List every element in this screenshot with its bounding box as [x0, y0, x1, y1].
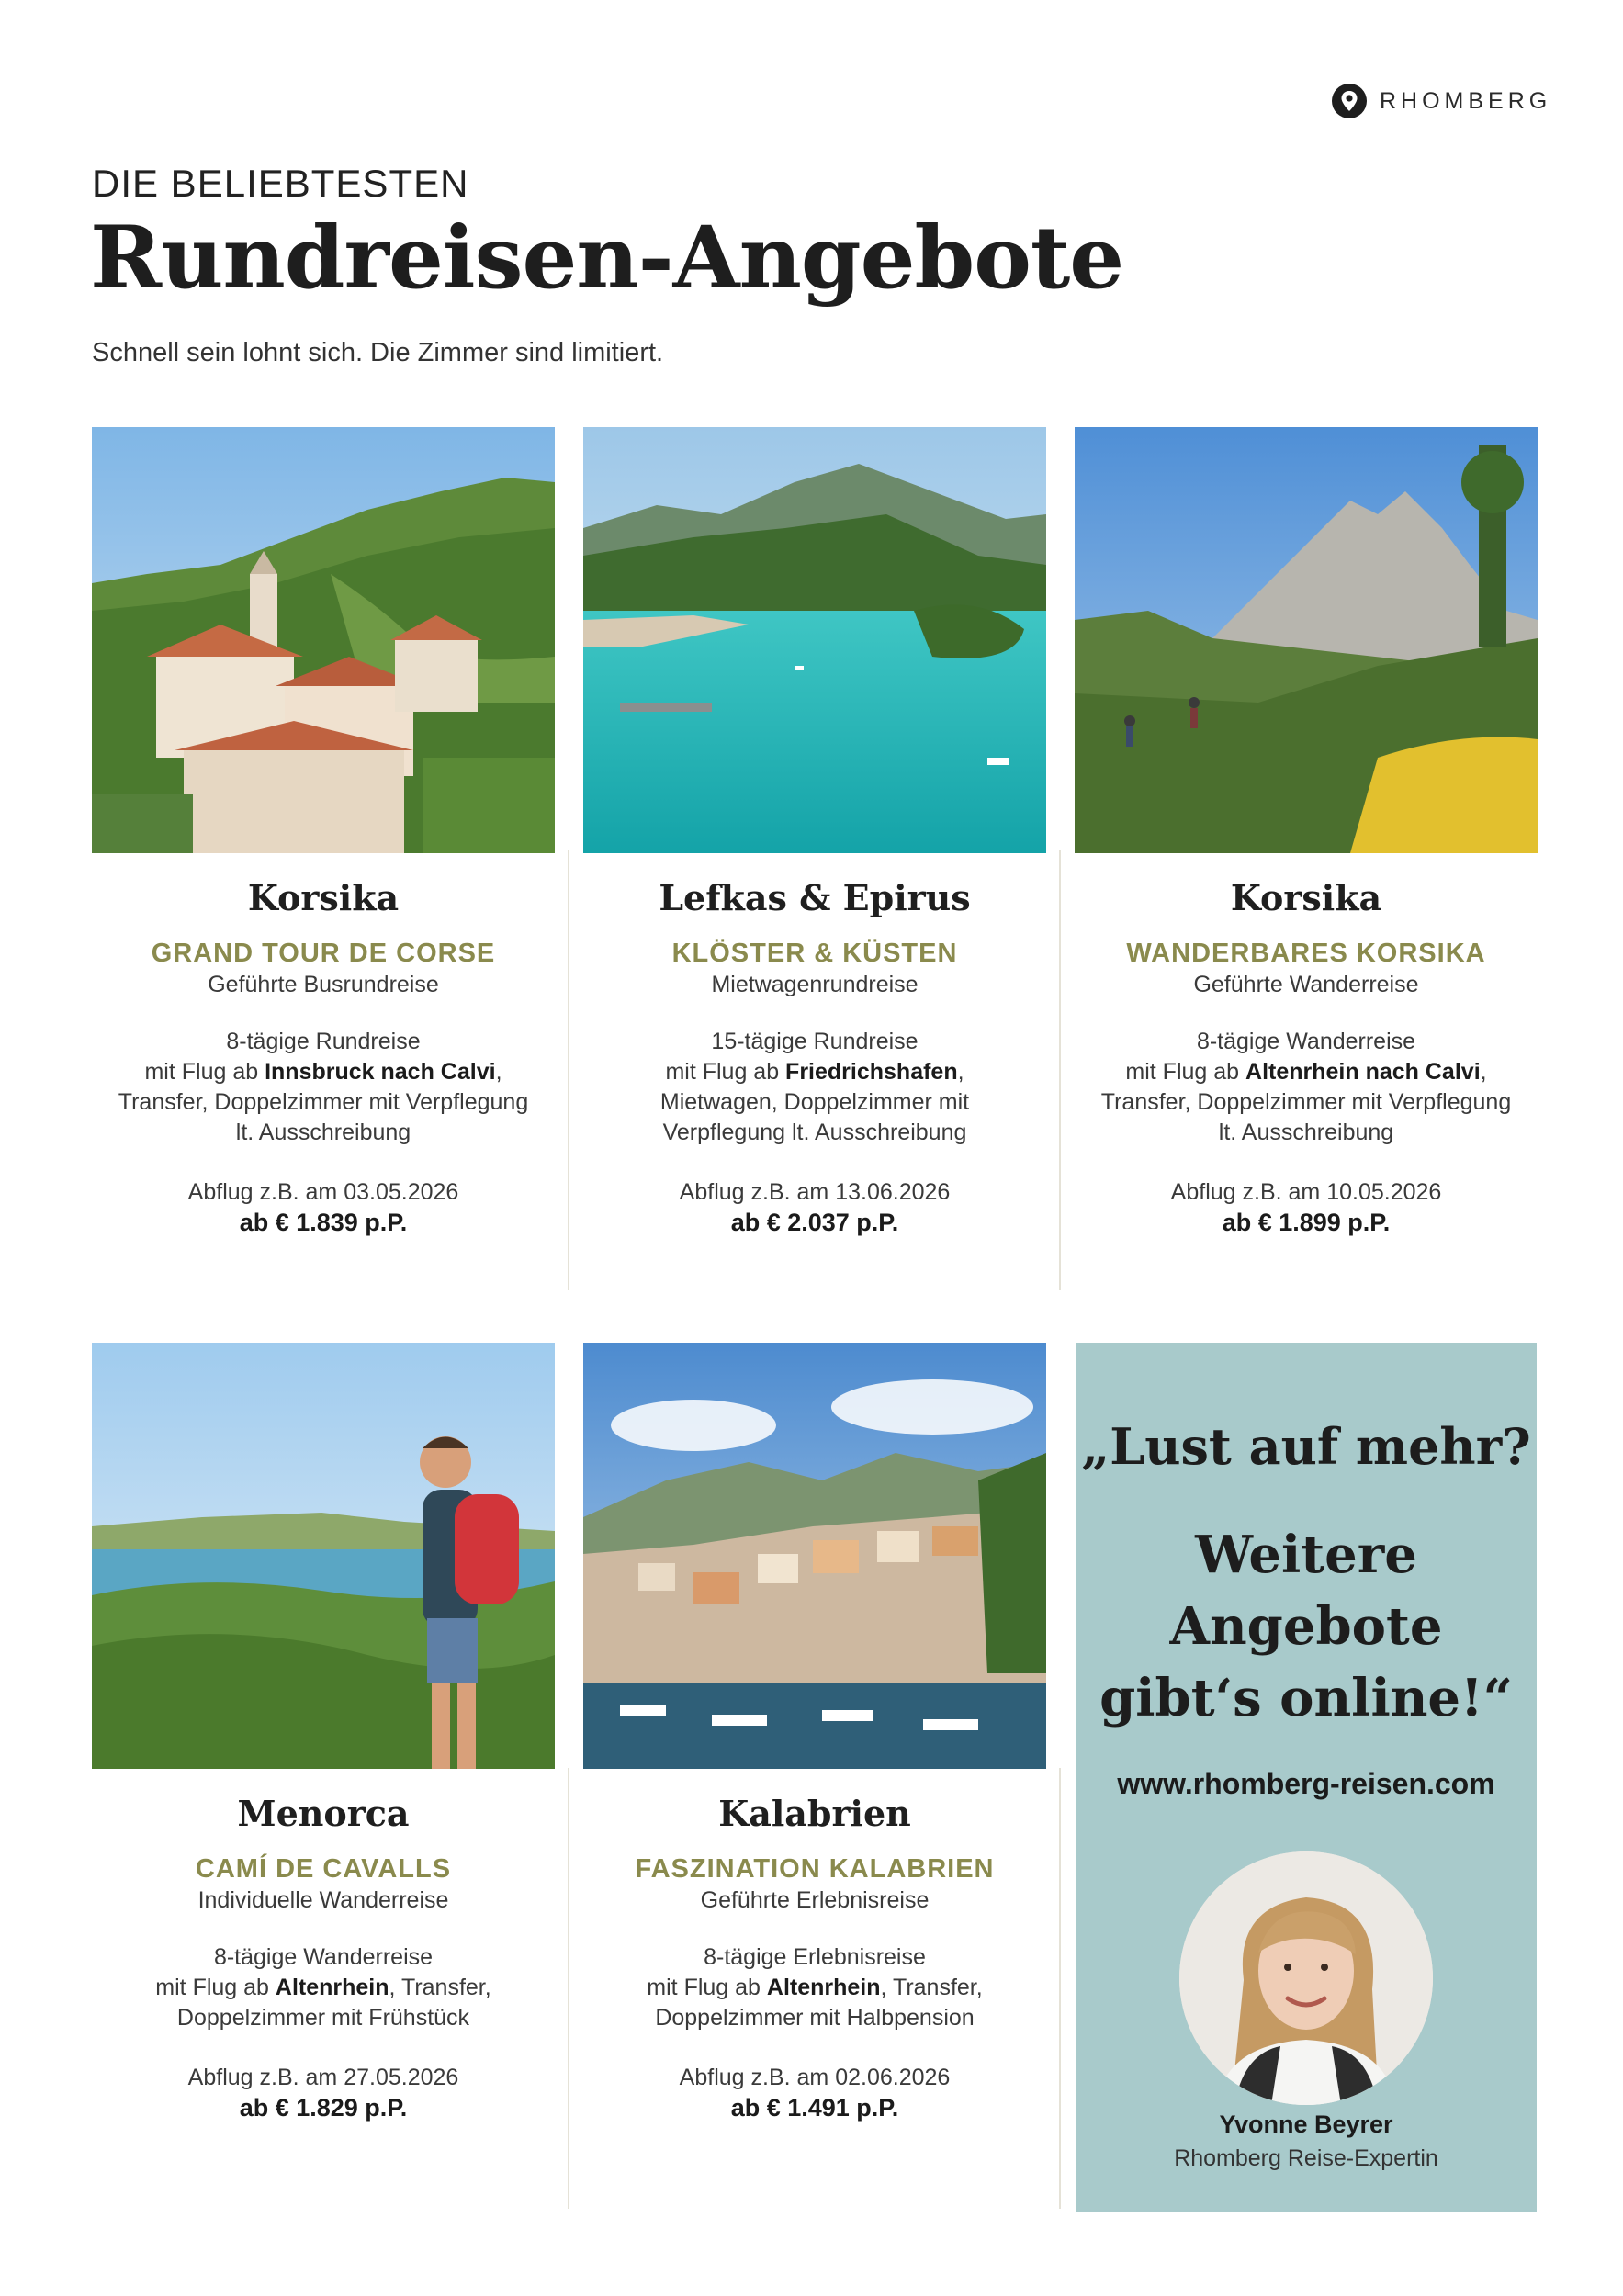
offer-tour-type: Individuelle Wanderreise — [197, 1887, 449, 1913]
offer-price: ab € 1.829 p.P. — [239, 2094, 408, 2122]
offer-photo-korsika-village — [92, 427, 555, 853]
offer-price: ab € 1.839 p.P. — [239, 1209, 408, 1236]
offer-detail-line: mit Flug ab Altenrhein, Transfer, — [155, 1975, 491, 2000]
offer-tour-name: GRAND TOUR DE CORSE — [151, 939, 496, 968]
offer-detail-line: mit Flug ab Friedrichshafen, — [665, 1059, 964, 1085]
offer-departure: Abflug z.B. am 27.05.2026 — [187, 2065, 459, 2090]
offer-detail-line: Transfer, Doppelzimmer mit Verpflegung — [1100, 1089, 1512, 1115]
avatar — [1179, 1851, 1433, 2105]
offer-detail-line: lt. Ausschreibung — [235, 1120, 411, 1145]
promo-more-offers — [1076, 1519, 1537, 1734]
offer-photo-korsika-hikers — [1075, 427, 1538, 853]
offer-detail-line: Doppelzimmer mit Halbpension — [655, 2005, 975, 2031]
promo-line: Angebote — [1169, 1596, 1443, 1657]
offer-details — [583, 1027, 1046, 1148]
offer-detail-line: 8-tägige Wanderreise — [1196, 1029, 1416, 1054]
promo-quote: „Lust auf mehr? — [1081, 1417, 1531, 1476]
offer-card — [583, 1788, 1046, 2123]
contact-role: Rhomberg Reise-Expertin — [1174, 2145, 1438, 2171]
column-divider — [1059, 1768, 1061, 2209]
offer-destination: Kalabrien — [718, 1793, 911, 1834]
offer-detail-line: 8-tägige Erlebnisreise — [704, 1944, 926, 1970]
offer-details — [583, 1942, 1046, 2033]
offer-photo-menorca-hiker — [92, 1343, 555, 1769]
offer-detail-line: Transfer, Doppelzimmer mit Verpflegung — [118, 1089, 529, 1115]
column-divider — [568, 1768, 569, 2209]
offer-detail-line: 8-tägige Wanderreise — [213, 1944, 434, 1970]
offer-detail-line: Mietwagen, Doppelzimmer mit — [659, 1089, 970, 1115]
website-link[interactable]: www.rhomberg-reisen.com — [1117, 1767, 1495, 1800]
offer-details — [1075, 1027, 1538, 1148]
page-kicker: DIE BELIEBTESTEN — [92, 162, 469, 205]
promo-line: Weitere — [1195, 1525, 1417, 1585]
offer-departure: Abflug z.B. am 13.06.2026 — [679, 1179, 951, 1205]
offer-tour-type: Geführte Wanderreise — [1193, 972, 1419, 997]
offer-detail-line: 8-tägige Rundreise — [226, 1029, 421, 1054]
location-pin-icon — [1332, 84, 1367, 118]
offer-card — [1075, 872, 1538, 1238]
brand-logo — [1332, 83, 1551, 119]
offer-departure: Abflug z.B. am 10.05.2026 — [1170, 1179, 1442, 1205]
offer-detail-line: Doppelzimmer mit Frühstück — [176, 2005, 470, 2031]
offer-tour-type: Geführte Erlebnisreise — [700, 1887, 930, 1913]
offer-detail-line: lt. Ausschreibung — [1218, 1120, 1394, 1145]
offer-tour-name: CAMÍ DE CAVALLS — [195, 1854, 452, 1884]
offer-departure: Abflug z.B. am 02.06.2026 — [679, 2065, 951, 2090]
column-divider — [1059, 850, 1061, 1290]
offer-price: ab € 1.491 p.P. — [730, 2094, 899, 2122]
offer-destination: Korsika — [1230, 877, 1382, 918]
offer-price: ab € 1.899 p.P. — [1222, 1209, 1391, 1236]
offer-tour-type: Geführte Busrundreise — [208, 972, 439, 997]
offer-card — [92, 1788, 555, 2123]
offer-tour-name: WANDERBARES KORSIKA — [1126, 939, 1486, 968]
offer-detail-line: mit Flug ab Altenrhein nach Calvi, — [1125, 1059, 1487, 1085]
offer-departure: Abflug z.B. am 03.05.2026 — [187, 1179, 459, 1205]
offer-detail-line: Verpflegung lt. Ausschreibung — [662, 1120, 967, 1145]
offer-destination: Menorca — [237, 1793, 410, 1834]
offer-photo-lefkas-bay — [583, 427, 1046, 853]
offer-detail-line: mit Flug ab Innsbruck nach Calvi, — [144, 1059, 502, 1085]
page-subtitle: Schnell sein lohnt sich. Die Zimmer sind limitiert. — [92, 338, 664, 367]
offer-details — [92, 1942, 555, 2033]
offer-card — [92, 872, 555, 1238]
offer-photo-kalabrien-harbour — [583, 1343, 1046, 1769]
offer-tour-name: KLÖSTER & KÜSTEN — [671, 939, 958, 968]
offer-details — [92, 1027, 555, 1148]
offer-detail-line: 15-tägige Rundreise — [711, 1029, 919, 1054]
offer-tour-type: Mietwagenrundreise — [711, 972, 919, 997]
offer-tour-name: FASZINATION KALABRIEN — [635, 1854, 995, 1884]
column-divider — [568, 850, 569, 1290]
contact-name: Yvonne Beyrer — [1219, 2110, 1393, 2138]
offer-price: ab € 2.037 p.P. — [730, 1209, 899, 1236]
offer-detail-line: mit Flug ab Altenrhein, Transfer, — [647, 1975, 983, 2000]
offer-card — [583, 872, 1046, 1238]
offer-destination: Lefkas & Epirus — [659, 877, 971, 918]
promo-line: gibt‘s online!“ — [1099, 1668, 1513, 1728]
offer-destination: Korsika — [247, 877, 400, 918]
promo-box — [1076, 1343, 1537, 2212]
page-title: Rundreisen-Angebote — [90, 208, 1124, 309]
brand-name: RHOMBERG — [1380, 87, 1552, 114]
